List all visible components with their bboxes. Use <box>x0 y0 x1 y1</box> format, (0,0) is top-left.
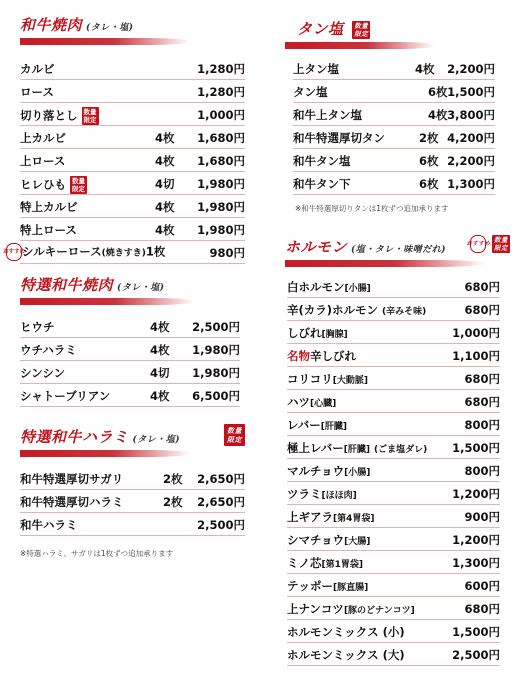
item-name: シンシン <box>20 366 66 380</box>
menu-item <box>20 490 245 513</box>
menu-item <box>20 172 245 195</box>
item-name: 切り落とし <box>20 108 78 123</box>
item-price: 1,980円 <box>197 200 245 214</box>
item-price: 1,500円 <box>452 625 500 639</box>
item-name: 和牛特選厚切ハラミ <box>20 495 124 509</box>
menu-item <box>287 574 500 597</box>
menu-item <box>20 218 245 241</box>
section-title-text: タン塩 <box>297 20 344 38</box>
item-tag: [肝臓] <box>343 445 370 455</box>
item-price: 680円 <box>464 303 500 317</box>
section-title-text: ホルモン <box>285 238 348 256</box>
menu-item <box>287 344 500 367</box>
menu-item <box>293 80 495 103</box>
item-price: 2,500円 <box>192 320 240 334</box>
item-name: テッポー <box>287 579 333 593</box>
section-subtitle: (タレ・塩) <box>132 435 181 445</box>
section-title <box>20 274 240 295</box>
item-price: 6,500円 <box>192 389 240 403</box>
section-tokusen-harami <box>20 426 245 559</box>
menu-item <box>20 126 245 149</box>
menu-item <box>293 172 495 195</box>
section-note: ※和牛特選厚切りタンは1枚ずつ追加承ります <box>295 204 449 213</box>
menu-item <box>293 126 495 149</box>
item-name: ホルモンミックス <box>287 625 379 639</box>
limited-badge: 数量 限定 <box>494 236 508 252</box>
item-price: 680円 <box>464 372 500 386</box>
menu-item <box>20 338 240 361</box>
menu-item <box>20 195 245 218</box>
menu-item <box>20 80 245 103</box>
section-horumon <box>285 236 508 666</box>
item-price: 1,300円 <box>447 177 495 191</box>
item-tag: [大動脈] <box>332 376 369 386</box>
brush-stroke <box>285 42 435 49</box>
item-name: マルチョウ <box>287 464 345 478</box>
item-name: 上タン塩 <box>293 62 339 76</box>
menu-item <box>287 298 500 321</box>
menu-item <box>287 643 500 666</box>
section-title-text: 和牛焼肉 <box>20 16 83 34</box>
item-list <box>20 467 245 536</box>
limited-badge: 数量 限定 <box>224 424 245 446</box>
item-name: 特上ロース <box>20 223 77 237</box>
item-count: 4枚 <box>415 62 435 76</box>
menu-item <box>20 57 245 80</box>
item-price: 2,650円 <box>197 472 245 486</box>
section-wagyu-yakiniku <box>2 14 245 264</box>
item-price: 2,500円 <box>452 648 500 662</box>
section-title-text: 特選和牛焼肉 <box>20 276 114 294</box>
item-price: 1,500円 <box>452 441 500 455</box>
item-price: 680円 <box>464 602 500 616</box>
item-price: 1,000円 <box>452 326 500 340</box>
item-count: 2枚 <box>163 472 183 486</box>
item-count: 4枚 <box>155 131 175 145</box>
item-price: 2,500円 <box>197 518 245 532</box>
menu-item <box>287 482 500 505</box>
limited-badge: 数量 限定 <box>83 108 97 124</box>
item-count: 2枚 <box>163 495 183 509</box>
section-title-text: 特選和牛ハラミ <box>20 428 129 446</box>
menu-item <box>293 149 495 172</box>
item-count: 2枚 <box>419 131 439 145</box>
menu-item <box>287 551 500 574</box>
item-name: ホルモンミックス <box>287 648 379 662</box>
item-name: ツラミ <box>287 487 322 501</box>
section-note: ※特選ハラミ、サガリは1枚ずつ追加承ります <box>20 549 174 558</box>
item-price: 800円 <box>464 418 500 432</box>
item-count: 4枚 <box>428 108 448 122</box>
item-count: 4枚 <box>150 343 170 357</box>
item-price: 2,200円 <box>447 154 495 168</box>
item-name: 白ホルモン <box>287 280 345 294</box>
item-tag: [胸腺] <box>321 330 348 340</box>
item-count: 6枚 <box>419 177 439 191</box>
item-count: 4枚 <box>150 320 170 334</box>
item-tag: [第1胃袋] <box>321 560 363 570</box>
item-price: 980円 <box>209 246 245 260</box>
item-price: 2,200円 <box>447 62 495 76</box>
item-price: 680円 <box>464 395 500 409</box>
item-tag: [大腸] <box>344 537 371 547</box>
item-suffix: (焼きすき) <box>101 248 146 259</box>
item-tag: [豚直腸] <box>333 583 369 593</box>
item-price: 2,650円 <box>197 495 245 509</box>
item-list <box>285 275 500 666</box>
item-tag: [小腸] <box>344 468 371 478</box>
item-name: 辛(カラ)ホルモン <box>287 303 379 317</box>
item-name: コリコリ <box>287 372 333 386</box>
item-name: ミノ芯 <box>287 556 322 570</box>
item-tag: [豚のどナンコツ] <box>343 606 415 616</box>
item-name: 上カルビ <box>20 131 66 145</box>
item-price: 1,680円 <box>197 154 245 168</box>
brush-stroke <box>285 260 485 267</box>
item-name: 極上レバー <box>287 441 344 455</box>
item-price: 1,980円 <box>197 177 245 191</box>
section-subtitle: (塩・タレ・味噌だれ) <box>351 245 447 255</box>
item-name: ロース <box>20 85 54 99</box>
item-name: ハツ <box>287 395 310 409</box>
item-name: 和牛ハラミ <box>20 518 78 532</box>
item-price: 1,500円 <box>447 85 495 99</box>
item-name: 特上カルビ <box>20 200 78 214</box>
section-subtitle: (タレ・塩) <box>117 283 165 293</box>
item-tag: (辛みそ味) <box>382 307 427 317</box>
menu-item <box>20 149 245 172</box>
horumon-marks <box>466 234 510 253</box>
menu-item <box>20 384 240 407</box>
section-title <box>285 236 508 257</box>
menu-item <box>287 321 500 344</box>
menu-item <box>287 390 500 413</box>
item-name-highlight: 名物 <box>287 349 310 363</box>
item-name: 和牛タン塩 <box>293 154 351 168</box>
menu-item <box>293 57 495 80</box>
menu-item <box>2 241 245 264</box>
item-price: 1,280円 <box>197 62 245 76</box>
item-name: 和牛特選厚切サガリ <box>20 472 124 486</box>
item-name: シマチョウ <box>287 533 345 547</box>
section-title <box>285 18 495 39</box>
item-count: 1枚 <box>145 244 166 259</box>
item-name: 上ギアラ <box>287 510 333 524</box>
item-count: 4切 <box>155 177 175 191</box>
brush-stroke <box>20 450 190 457</box>
limited-badge: 数量 限定 <box>354 22 369 38</box>
menu-item <box>20 103 245 126</box>
menu-item <box>287 597 500 620</box>
item-tag: (小) <box>382 625 405 639</box>
item-price: 1,300円 <box>452 556 500 570</box>
brush-stroke <box>20 298 195 305</box>
item-name: シルキーロース <box>22 244 102 259</box>
item-name: カルビ <box>20 62 55 76</box>
section-title <box>20 426 245 447</box>
brush-stroke <box>20 38 190 45</box>
item-tag: [心臓] <box>310 399 337 409</box>
menu-item <box>20 315 240 338</box>
menu-item <box>287 459 500 482</box>
menu-item <box>20 467 245 490</box>
item-name: 和牛上タン塩 <box>293 108 362 122</box>
menu-item <box>287 275 500 298</box>
menu-item <box>287 413 500 436</box>
item-price: 3,800円 <box>447 108 495 122</box>
recommend-mark: おす すめ <box>470 235 486 253</box>
item-name-wrap <box>20 107 99 125</box>
item-price: 1,200円 <box>452 487 500 501</box>
item-tag: (大) <box>382 648 405 662</box>
item-price: 1,980円 <box>197 223 245 237</box>
item-list <box>20 315 240 407</box>
item-name: ヒレひも <box>20 177 66 192</box>
item-price: 1,280円 <box>197 85 245 99</box>
item-price: 680円 <box>464 280 500 294</box>
item-price: 1,000円 <box>197 108 245 122</box>
item-price: 1,200円 <box>452 533 500 547</box>
section-tanshio <box>285 18 495 214</box>
item-price: 1,100円 <box>452 349 500 363</box>
menu-item <box>287 528 500 551</box>
item-list <box>2 57 245 264</box>
item-list <box>285 57 495 195</box>
item-tag: (ごま塩ダレ) <box>373 445 428 455</box>
menu-item <box>287 505 500 528</box>
menu-item <box>287 436 500 459</box>
item-name: しびれ <box>287 326 322 340</box>
item-price: 4,200円 <box>447 131 495 145</box>
item-tag: [肝臓] <box>320 422 347 432</box>
limited-badge: 数量 限定 <box>72 177 86 193</box>
item-price: 600円 <box>464 579 500 593</box>
item-name: 上ナンコツ <box>287 602 344 616</box>
item-name-wrap <box>20 176 87 194</box>
item-name: 上ロース <box>20 154 66 168</box>
menu-item <box>287 620 500 643</box>
item-count: 4切 <box>150 366 170 380</box>
item-count: 4枚 <box>155 223 175 237</box>
item-name: タン塩 <box>293 85 328 99</box>
item-name: ヒウチ <box>20 320 55 334</box>
item-tag: [小腸] <box>344 284 371 294</box>
item-price: 1,980円 <box>192 366 240 380</box>
section-tokusen-yakiniku <box>20 274 240 407</box>
item-price: 1,680円 <box>197 131 245 145</box>
recommend-mark: おす すめ <box>6 243 22 261</box>
item-name: 辛しびれ <box>310 349 356 363</box>
item-name: 和牛特選厚切タン <box>293 131 385 145</box>
item-count: 4枚 <box>155 154 175 168</box>
item-count: 6枚 <box>428 85 448 99</box>
item-price: 900円 <box>464 510 500 524</box>
item-name: 和牛タン下 <box>293 177 351 191</box>
menu-item <box>287 367 500 390</box>
section-subtitle: (タレ・塩) <box>86 23 134 33</box>
item-count: 4枚 <box>150 389 170 403</box>
item-name: レバー <box>287 418 321 432</box>
menu-item <box>293 103 495 126</box>
item-price: 1,980円 <box>192 343 240 357</box>
item-count: 4枚 <box>155 200 175 214</box>
item-name: シャトーブリアン <box>20 389 111 403</box>
item-price: 800円 <box>464 464 500 478</box>
item-tag: [ほほ肉] <box>321 491 357 501</box>
section-title <box>20 14 245 35</box>
menu-item <box>20 513 245 536</box>
menu-item <box>20 361 240 384</box>
item-tag: [第4胃袋] <box>333 514 375 524</box>
item-name: ウチハラミ <box>20 343 77 357</box>
item-name-wrap <box>2 243 166 261</box>
item-count: 6枚 <box>419 154 439 168</box>
